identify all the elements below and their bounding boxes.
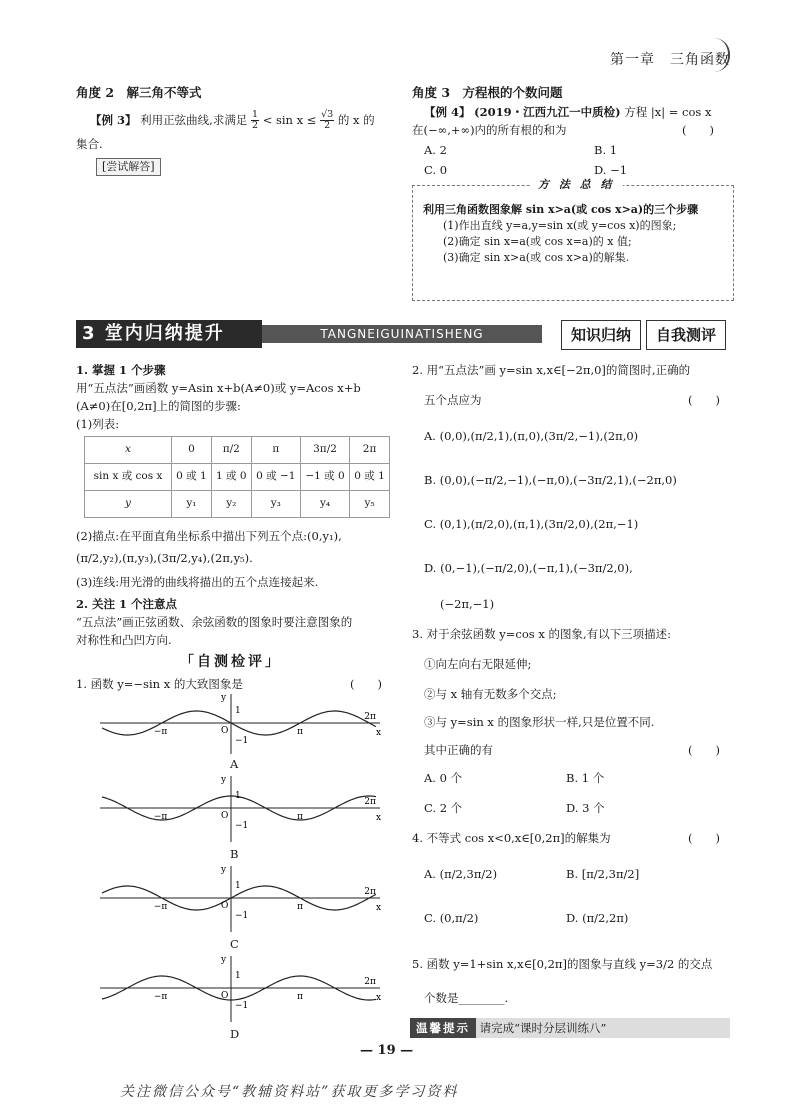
knowledge-p2-line2: 对称性和凸凹方向. [76,633,172,647]
table-cell: x [85,437,172,464]
example3-text [90,110,390,132]
example3-label: 【例 3】 [90,112,137,127]
tick-2pi: 2π [364,887,376,897]
tick-1: 1 [235,881,241,891]
frac-sqrt3-num: √3 [321,109,334,120]
table-cell: y [85,491,172,518]
frac-sqrt3 [320,110,334,132]
self-test-title: 「自测检评」 [180,654,282,670]
tick-1: 1 [235,971,241,981]
example4-line2: 在(−∞,+∞)内的所有根的和为 [412,123,567,137]
example4-source: (2019・江西九江一中质检) [474,105,621,119]
angle3-title: 角度 3 方程根的个数问题 [412,85,563,100]
q2-option-d2: (−2π,−1) [440,597,495,611]
knowledge-p1-line3: (1)列表: [76,417,120,431]
q4-paren: ( ) [688,831,720,845]
footer-promo: 关注微信公众号“教辅资料站”获取更多学习资料 [120,1084,459,1100]
table-cell: 0 [172,437,212,464]
example4-paren: ( ) [682,123,714,137]
section-banner [76,320,724,350]
graph-b [96,772,386,844]
graph-d [96,952,386,1024]
page-number: — 19 — [360,1043,414,1058]
q3-paren: ( ) [688,743,720,757]
q4-text: 4. 不等式 cos x<0,x∈[0,2π]的解集为 [412,831,611,845]
table-cell: sin x 或 cos x [85,464,172,491]
x-axis-label: x [376,903,382,913]
y-axis-label: y [221,693,227,703]
example4-option-d: D. −1 [594,163,628,177]
x-axis-label: x [376,993,382,1003]
tick-pi: π [297,902,304,912]
table-cell: y₁ [172,491,212,518]
banner-knowledge: 知识归纳 [561,320,641,350]
knowledge-p2-line1: “五点法”画正弦函数、余弦函数的图象时要注意图象的 [76,615,353,629]
q3-text: 3. 对于余弦函数 y=cos x 的图象,有以下三项描述: [412,627,672,641]
graph-d-label: D [230,1027,240,1041]
tick-1: 1 [235,706,241,716]
example3-text-b: < sin x ≤ [262,112,317,127]
q1-text: 1. 函数 y=−sin x 的大致图象是 [76,677,243,691]
origin-label: O [221,726,229,736]
table-cell: π/2 [211,437,251,464]
tick-neg-1: −1 [235,1001,249,1011]
y-axis-label: y [221,955,227,965]
frac-half [251,110,259,132]
q3-item1: ①向左向右无限延伸; [424,657,532,671]
table-row [85,491,390,518]
table-row [85,437,390,464]
q2-paren: ( ) [688,393,720,407]
q5-text2: 个数是________. [424,991,509,1005]
graph-a-label: A [230,757,239,771]
q4-option-d: D. (π/2,2π) [566,911,629,925]
q2-option-a: A. (0,0),(π/2,1),(π,0),(3π/2,−1),(2π,0) [424,429,639,443]
x-axis-label: x [376,813,382,823]
method-summary-title: 方 法 总 结 [530,177,623,193]
q3-option-a: A. 0 个 [424,771,463,785]
knowledge-p1-line1: 用“五点法”画函数 y=Asin x+b(A≠0)或 y=Acos x+b [76,381,361,395]
table-cell: y₄ [300,491,349,518]
five-point-table [84,436,390,518]
example4-option-c: C. 0 [424,163,448,177]
q4-option-a: A. (π/2,3π/2) [424,867,498,881]
graph-c [96,862,386,934]
tick-pi: π [297,992,304,1002]
reminder-text: 请完成“课时分层训练八” [479,1021,607,1035]
method-summary-box [412,185,734,301]
example4-label: 【例 4】 [424,105,471,119]
tick-2pi: 2π [364,977,376,987]
example4-line1 [424,104,724,121]
origin-label: O [221,811,229,821]
method-heading: 利用三角函数图象解 sin x>a(或 cos x>a)的三个步骤 [423,203,699,216]
q3-item3: ③与 y=sin x 的图象形状一样,只是位置不同. [424,715,655,729]
example4-option-b: B. 1 [594,143,618,157]
reminder-label: 温馨提示 [410,1018,476,1038]
try-answer-label [96,158,161,176]
knowledge-p2-title: 2. 关注 1 个注意点 [76,597,178,611]
q3-option-b: B. 1 个 [566,771,605,785]
tick-neg-1: −1 [235,736,249,746]
q2-option-d1: D. (0,−1),(−π/2,0),(−π,1),(−3π/2,0), [424,561,633,575]
try-answer-text: [尝试解答] [96,158,161,176]
knowledge-p1-line2: (A≠0)在[0,2π]上的简图的步骤: [76,399,241,413]
graph-b-label: B [230,847,239,861]
table-cell: 2π [350,437,390,464]
tick-neg-pi: −π [153,812,168,822]
table-cell: y₃ [251,491,300,518]
origin-label: O [221,991,229,1001]
tick-neg-pi: −π [153,902,168,912]
example3-text-a: 利用正弦曲线,求满足 [140,112,248,127]
q2-option-c: C. (0,1),(π/2,0),(π,1),(3π/2,0),(2π,−1) [424,517,639,531]
frac-half-num: 1 [251,109,259,120]
tick-neg-1: −1 [235,821,249,831]
reminder-tip [410,1018,730,1038]
knowledge-p1-title: 1. 掌握 1 个步骤 [76,363,166,377]
example4-option-a: A. 2 [424,143,447,157]
tick-2pi: 2π [364,797,376,807]
method-step-2: (2)确定 sin x=a(或 cos x=a)的 x 值; [443,234,632,248]
tick-pi: π [297,727,304,737]
q2-text2: 五个点应为 [424,393,482,407]
tick-neg-1: −1 [235,911,249,921]
table-cell: 0 或 1 [172,464,212,491]
origin-label: O [221,901,229,911]
tick-neg-pi: −π [153,727,168,737]
example4-text: 方程 |x| = cos x [624,105,712,119]
tick-neg-pi: −π [153,992,168,1002]
table-cell: y₂ [211,491,251,518]
example3-text-c: 的 x 的 [337,112,375,127]
tick-1: 1 [235,791,241,801]
banner-self-test: 自我测评 [646,320,726,350]
knowledge-step2b: (π/2,y₂),(π,y₃),(3π/2,y₄),(2π,y₅). [76,551,253,565]
table-cell: π [251,437,300,464]
graph-a [96,690,386,756]
y-axis-label: y [221,865,227,875]
example3-text-d: 集合. [76,137,103,151]
q2-text1: 2. 用“五点法”画 y=sin x,x∈[−2π,0]的简图时,正确的 [412,363,691,377]
table-cell: 0 或 1 [350,464,390,491]
q3-option-d: D. 3 个 [566,801,605,815]
tick-pi: π [297,812,304,822]
knowledge-step2a: (2)描点:在平面直角坐标系中描出下列五个点:(0,y₁), [76,529,342,543]
q2-option-b: B. (0,0),(−π/2,−1),(−π,0),(−3π/2,1),(−2π,0) [424,473,677,487]
table-cell: 0 或 −1 [251,464,300,491]
method-step-3: (3)确定 sin x>a(或 cos x>a)的解集. [443,250,630,264]
q3-item2: ②与 x 轴有无数多个交点; [424,687,557,701]
method-step-1: (1)作出直线 y=a,y=sin x(或 y=cos x)的图象; [443,218,677,232]
q4-option-c: C. (0,π/2) [424,911,479,925]
chapter-header: 第一章 三角函数 [610,52,730,68]
banner-section-title: 3 堂内归纳提升 [76,320,262,348]
table-cell: 3π/2 [300,437,349,464]
frac-sqrt3-den: 2 [324,120,331,132]
tick-2pi: 2π [364,712,376,722]
q3-ask: 其中正确的有 [424,743,493,757]
knowledge-step3: (3)连线:用光滑的曲线将描出的五个点连接起来. [76,575,319,589]
graph-c-label: C [230,937,239,951]
table-cell: y₅ [350,491,390,518]
frac-half-den: 2 [251,120,259,132]
q1-paren: ( ) [350,677,382,691]
banner-pinyin: TANGNEIGUINATISHENG [262,325,542,343]
x-axis-label: x [376,728,382,738]
q4-option-b: B. [π/2,3π/2] [566,867,640,881]
y-axis-label: y [221,775,227,785]
table-cell: 1 或 0 [211,464,251,491]
table-row [85,464,390,491]
q5-text1: 5. 函数 y=1+sin x,x∈[0,2π]的图象与直线 y=3/2 的交点 [412,957,713,971]
angle2-title: 角度 2 解三角不等式 [76,85,202,100]
table-cell: −1 或 0 [300,464,349,491]
q3-option-c: C. 2 个 [424,801,463,815]
